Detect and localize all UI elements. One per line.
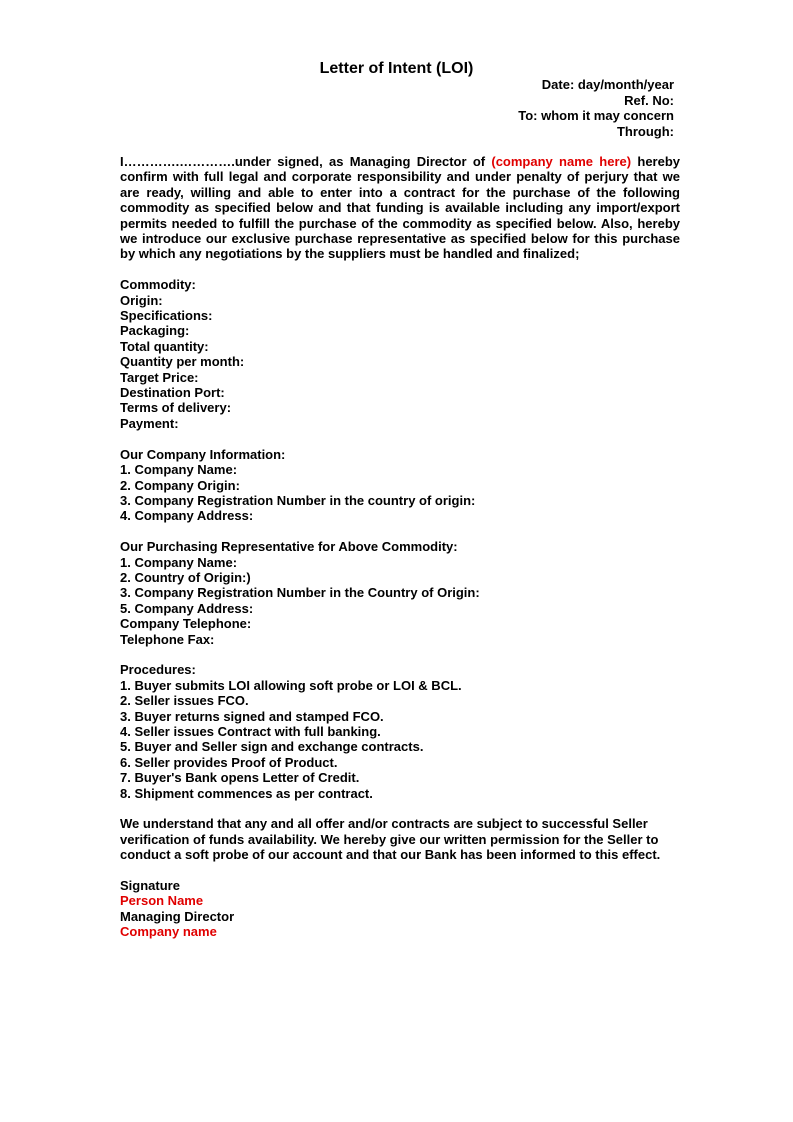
representative-heading: Our Purchasing Representative for Above Commodity: bbox=[120, 539, 458, 555]
company-name-placeholder: (company name here) bbox=[491, 154, 632, 169]
list-item: 2. Country of Origin:) bbox=[120, 569, 251, 585]
field-origin: Origin: bbox=[120, 292, 163, 308]
intro-paragraph bbox=[120, 154, 680, 262]
company-name-signature: Company name bbox=[120, 924, 217, 940]
company-info-heading: Our Company Information: bbox=[120, 446, 286, 462]
list-item: 8. Shipment commences as per contract. bbox=[120, 785, 373, 801]
procedures-heading: Procedures: bbox=[120, 662, 196, 678]
field-specifications: Specifications: bbox=[120, 308, 213, 324]
list-item: 2. Company Origin: bbox=[120, 477, 240, 493]
intro-text-start: I………….………….under signed, as Managing Director of bbox=[120, 154, 492, 169]
list-item: 3. Company Registration Number in the country of origin: bbox=[120, 492, 476, 508]
recipient-line: To: whom it may concern bbox=[518, 108, 674, 123]
list-item: 1. Buyer submits LOI allowing soft probe or LOI & BCL. bbox=[120, 677, 462, 693]
field-quantity-per-month: Quantity per month: bbox=[120, 354, 245, 370]
list-item: 5. Company Address: bbox=[120, 600, 254, 616]
spacer bbox=[120, 431, 680, 446]
through-line: Through: bbox=[616, 123, 674, 139]
letter-body bbox=[120, 154, 680, 940]
field-payment: Payment: bbox=[120, 415, 179, 431]
list-item: 1. Company Name: bbox=[120, 554, 238, 570]
field-commodity: Commodity: bbox=[120, 277, 196, 293]
ref-line: Ref. No: bbox=[624, 92, 674, 108]
letter-header bbox=[518, 77, 674, 139]
field-destination-port: Destination Port: bbox=[120, 385, 225, 401]
spacer bbox=[120, 647, 680, 662]
list-item: 4. Seller issues Contract with full banking. bbox=[120, 723, 381, 739]
list-item: Telephone Fax: bbox=[120, 631, 215, 647]
document-title: Letter of Intent (LOI) bbox=[319, 60, 474, 77]
procedures-section bbox=[120, 662, 680, 801]
field-target-price: Target Price: bbox=[120, 369, 199, 385]
person-name-placeholder: Person Name bbox=[120, 893, 204, 909]
field-packaging: Packaging: bbox=[120, 323, 190, 339]
list-item: 1. Company Name: bbox=[120, 462, 238, 478]
list-item: 4. Company Address: bbox=[120, 508, 254, 524]
list-item: Company Telephone: bbox=[120, 616, 252, 632]
signature-label: Signature bbox=[120, 878, 180, 893]
company-info-section bbox=[120, 447, 680, 524]
list-item: 2. Seller issues FCO. bbox=[120, 693, 249, 709]
date-line: Date: day/month/year bbox=[541, 77, 674, 92]
list-item: 7. Buyer's Bank opens Letter of Credit. bbox=[120, 770, 360, 786]
commodity-fields bbox=[120, 277, 680, 431]
spacer bbox=[120, 863, 680, 878]
representative-section bbox=[120, 539, 680, 647]
list-item: 5. Buyer and Seller sign and exchange contracts. bbox=[120, 739, 424, 755]
list-item: 6. Seller provides Proof of Product. bbox=[120, 754, 338, 770]
closing-paragraph: We understand that any and all offer and/or contracts are subject to successful Seller verification of funds availability. We hereby give our written permission for the Seller to conduct a soft probe of our account and that our Bank has been informed to this effect. bbox=[120, 816, 661, 863]
signature-block bbox=[120, 878, 680, 940]
signatory-role: Managing Director bbox=[120, 908, 235, 924]
field-total-quantity: Total quantity: bbox=[120, 338, 209, 354]
spacer bbox=[120, 801, 680, 816]
list-item: 3. Buyer returns signed and stamped FCO. bbox=[120, 708, 384, 724]
list-item: 3. Company Registration Number in the Country of Origin: bbox=[120, 585, 480, 601]
field-terms-of-delivery: Terms of delivery: bbox=[120, 400, 232, 416]
spacer bbox=[120, 524, 680, 539]
intro-text-end: hereby confirm with full legal and corporate responsibility and under penalty of perjury that we are ready, willing and able to enter into a contract for the purchase of the following commodity as specified below and that funding is available including any import/export permits needed to fulfill the purchase of the commodity as specified below. Also, hereby we introduce our exclusive purchase representative as specified below for this purchase by which any negotiations by the suppliers must be handled and finalized; bbox=[120, 154, 681, 262]
spacer bbox=[120, 262, 680, 277]
